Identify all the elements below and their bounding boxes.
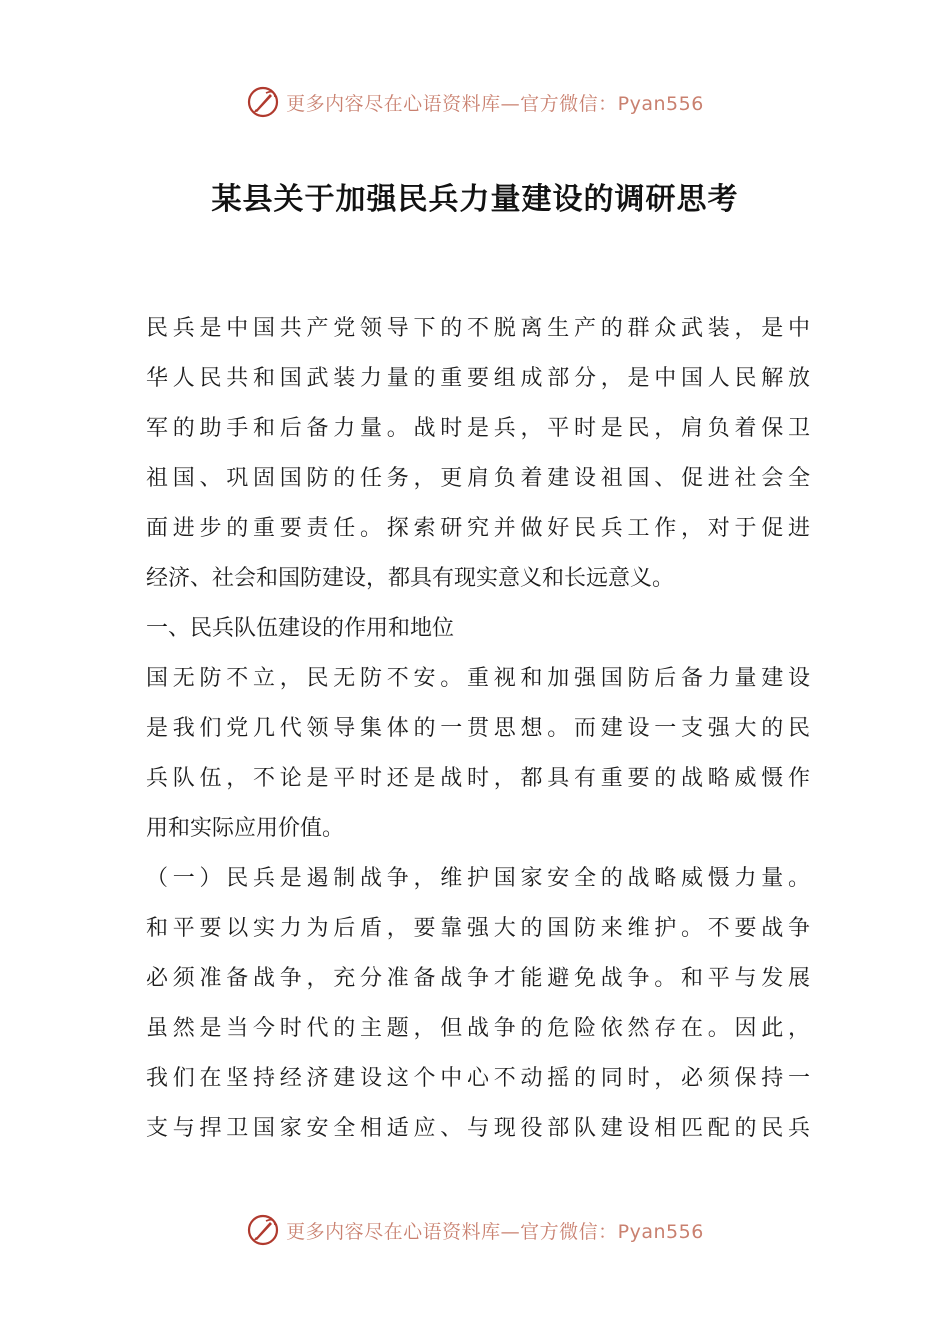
text-line: 祖国、巩固国防的任务，更肩负着建设祖国、促进社会全 — [146, 466, 810, 491]
footer-banner — [0, 1210, 950, 1250]
text-line: 我们在坚持经济建设这个中心不动摇的同时，必须保持一 — [146, 1066, 810, 1091]
text-line: 华人民共和国武装力量的重要组成部分，是中国人民解放 — [146, 366, 810, 391]
text-line: 支与捍卫国家安全相适应、与现役部队建设相匹配的民兵 — [146, 1116, 810, 1141]
text-line: 经济、社会和国防建设，都具有现实意义和长远意义。 — [146, 566, 675, 591]
wechat-id: Pyan556 — [617, 92, 704, 115]
text-line: 必须准备战争，充分准备战争才能避免战争。和平与发展 — [146, 966, 810, 991]
text-line: 和平要以实力为后盾，要靠强大的国防来维护。不要战争 — [146, 916, 810, 941]
text-line: 民兵是中国共产党领导下的不脱离生产的群众武装，是中 — [146, 316, 810, 341]
text-line: 国无防不立，民无防不安。重视和加强国防后备力量建设 — [146, 666, 810, 691]
text-line: 军的助手和后备力量。战时是兵，平时是民，肩负着保卫 — [146, 416, 810, 441]
quill-logo-icon — [246, 85, 280, 119]
text-line: 虽然是当今时代的主题，但战争的危险依然存在。因此， — [146, 1016, 810, 1041]
header-banner — [0, 82, 950, 122]
section-heading: 一、民兵队伍建设的作用和地位 — [146, 616, 455, 641]
subsection-heading: （一）民兵是遏制战争，维护国家安全的战略威慑力量。 — [146, 866, 810, 891]
wechat-id: Pyan556 — [617, 1220, 704, 1243]
text-line: 兵队伍，不论是平时还是战时，都具有重要的战略威慑作 — [146, 766, 810, 791]
text-line: 用和实际应用价值。 — [146, 816, 345, 841]
text-line: 面进步的重要责任。探索研究并做好民兵工作，对于促进 — [146, 516, 810, 541]
text-line: 是我们党几代领导集体的一贯思想。而建设一支强大的民 — [146, 716, 810, 741]
quill-logo-icon — [246, 1213, 280, 1247]
banner-text: 更多内容尽在心语资料库—官方微信：Pyan556 — [286, 92, 704, 115]
banner-text: 更多内容尽在心语资料库—官方微信：Pyan556 — [286, 1220, 704, 1243]
document-body — [146, 304, 810, 1154]
document-title: 某县关于加强民兵力量建设的调研思考 — [211, 182, 739, 217]
